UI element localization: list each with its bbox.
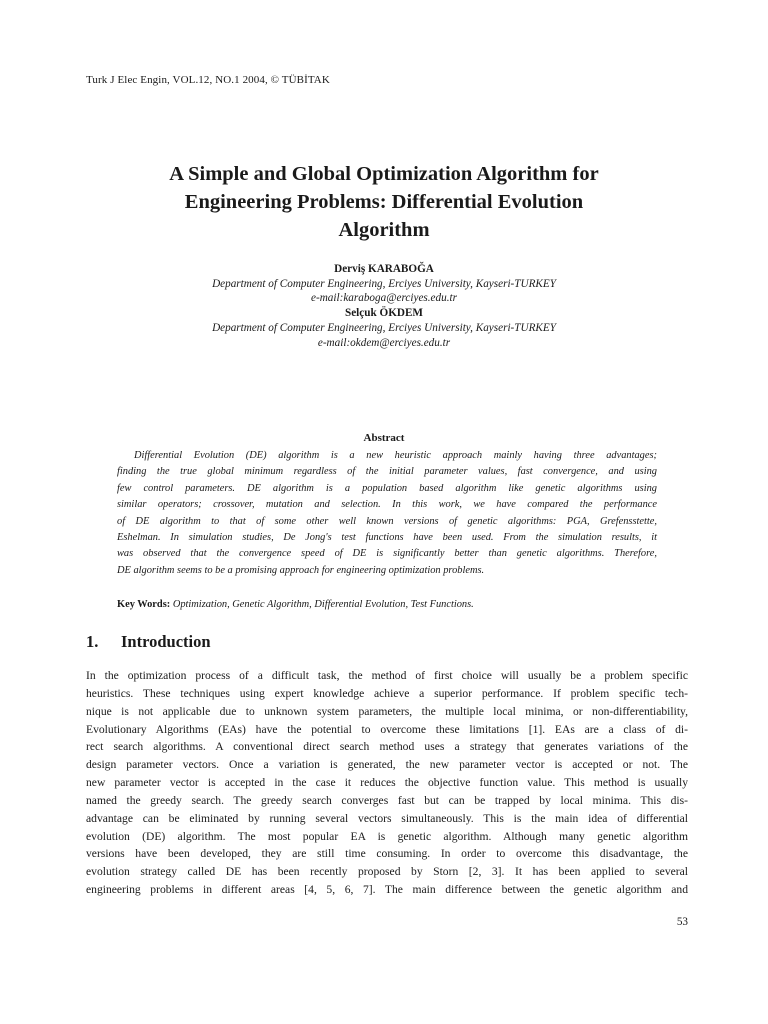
body-line: nique is not applicable due to unknown system parameters, the multiple local minima, or non-differentiability, <box>86 704 688 718</box>
abstract-line: DE algorithm seems to be a promising approach for engineering optimization problems. <box>117 564 485 576</box>
body-line: evolution strategy called DE has been recently proposed by Storn [2, 3]. It has been applied to several <box>86 865 688 879</box>
abstract-line: Eshelman. In simulation studies, De Jong's test functions have been used. From the simulation results, it <box>117 532 657 544</box>
keywords-label: Key Words: <box>117 599 171 610</box>
author-email: e-mail:okdem@erciyes.edu.tr <box>317 336 451 349</box>
author-name: Derviş KARABOĞA <box>334 263 434 275</box>
abstract-line: Differential Evolution (DE) algorithm is a new heuristic approach mainly having three advantages; <box>134 450 657 461</box>
keywords-text: Optimization, Genetic Algorithm, Differential Evolution, Test Functions. <box>172 599 474 610</box>
author-affiliation: Department of Computer Engineering, Erciyes University, Kayseri-TURKEY <box>212 277 556 290</box>
body-line: heuristics. These techniques using expert knowledge achieve a superior performance. If problem specific tech- <box>86 686 688 700</box>
abstract-line: few control parameters. DE algorithm is a population based algorithm like genetic algorithms using <box>117 482 657 494</box>
abstract-line: of DE algorithm to that of some other well known versions of genetic algorithms: PGA, Grefensstette, <box>117 515 657 527</box>
abstract-line: finding the true global minimum regardless of the initial parameter values, fast convergence, and using <box>117 466 657 478</box>
body-line: evolution (DE) algorithm. The most popular EA is genetic algorithm. Although many genetic algorithm <box>86 829 688 843</box>
section-number: 1. <box>86 632 99 651</box>
body-line: In the optimization process of a difficult task, the method of first choice will usually be a problem specific <box>86 669 688 682</box>
author-name: Selçuk ÖKDEM <box>344 307 423 320</box>
section-heading <box>86 632 211 652</box>
body-line: rect search algorithms. A conventional direct search method uses a strategy that generates variations of the <box>86 740 688 754</box>
author-affiliation: Department of Computer Engineering, Erciyes University, Kayseri-TURKEY <box>212 321 556 334</box>
body-line: Evolutionary Algorithms (EAs) have the potential to overcome these limitations [1]. EAs are a class of di- <box>86 722 688 736</box>
author-email: e-mail:karaboga@erciyes.edu.tr <box>311 292 457 305</box>
body-line: advantage can be eliminated by running several vectors simultaneously. This is the main idea of differential <box>86 811 688 825</box>
abstract-line: similar operators; crossover, mutation and selection. In this work, we have compared the performance <box>117 499 657 511</box>
title-line: Algorithm <box>338 219 430 241</box>
abstract-body <box>117 448 657 579</box>
body-paragraph <box>86 667 688 899</box>
body-line: named the greedy search. The greedy search converges fast but can be trapped by local minima. This dis- <box>86 793 688 807</box>
page-number: 53 <box>676 916 688 928</box>
running-head: Turk J Elec Engin, VOL.12, NO.1 2004, © TÜBİTAK <box>86 74 330 86</box>
section-title: Introduction <box>121 632 211 651</box>
abstract-heading: Abstract <box>363 432 405 444</box>
title-line: Engineering Problems: Differential Evolution <box>184 191 584 213</box>
body-line: engineering problems in different areas [4, 5, 6, 7]. The main difference between the genetic algorithm and <box>86 883 688 897</box>
paper-title <box>90 160 678 244</box>
body-line: design parameter vectors. Once a variation is generated, the new parameter vector is accepted or not. The <box>86 758 688 772</box>
title-line: A Simple and Global Optimization Algorithm for <box>169 163 599 185</box>
body-line: versions have been developed, they are still time consuming. In order to overcome this disadvantage, the <box>86 847 688 861</box>
abstract-line: was observed that the convergence speed of DE is significantly better than genetic algorithms. Therefore, <box>117 548 657 560</box>
body-line: new parameter vector is accepted in the case it reduces the objective function value. This method is usually <box>86 776 688 790</box>
author-block <box>90 262 678 350</box>
keywords <box>117 599 474 610</box>
